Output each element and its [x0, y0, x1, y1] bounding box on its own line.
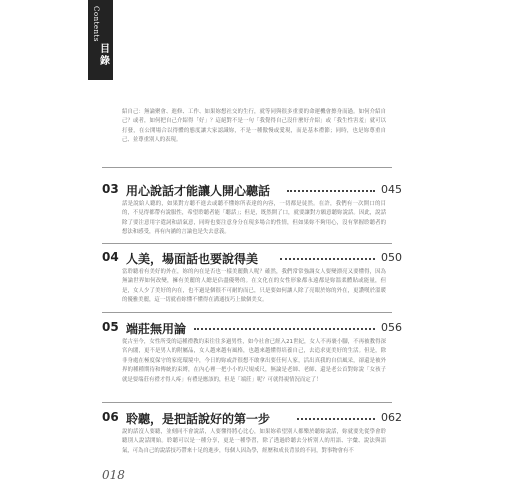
section-number: 04	[102, 250, 119, 264]
section-summary: 當聆聽看有美好的外在，妳的內在是否也一樣美麗動人呢？確然，我們常常強調女人要變漂亮又要懂得，因為無論世界如何改變，擁有美麗的人總是佔盡優勢的。在文化在的女性形象都永遠都是妳溫柔體貼或能量，但是，女人少了美好的內在，也不過是個很不可耐的而已，只是要如何讓人除了亮眼於妳的外在，更讚嘆於溫暖的優雅美麗，這一切就看妳懂不懂得在溝通技巧上做個美女。	[122, 269, 386, 304]
page-number: 062	[381, 411, 402, 424]
toc-heading[interactable]	[102, 248, 408, 266]
section-number: 05	[102, 320, 119, 334]
dot-leader	[194, 328, 375, 330]
section-title: 聆聽，是把話說好的第一步	[126, 412, 271, 426]
page-number: 056	[381, 321, 402, 334]
dot-leader	[297, 418, 375, 420]
contents-tab	[88, 0, 113, 80]
toc-heading[interactable]	[102, 408, 408, 426]
page-number: 045	[381, 183, 402, 196]
section-divider	[102, 312, 392, 313]
section-divider	[102, 167, 392, 168]
dot-leader	[287, 190, 375, 192]
section-title: 端莊無用論	[126, 322, 187, 336]
toc-heading[interactable]	[102, 318, 408, 336]
contents-tab-chinese: 目錄	[100, 44, 110, 67]
section-number: 06	[102, 410, 119, 424]
section-summary: 說的話沒人要聽，並刻同不會說話，人要懂得將心比心，如果妳希望別人都樂於聽妳說話，妳就要先從學會聆聽別人說話開始。聆聽可以是一種分享，更是一種學習，除了透過聆聽去分析別人的用語、字彙、說法與語氣，可為自己的說話技巧帶來十足的進步，每個人因為學，經歷和成長背景的不同，對事物會有不	[122, 429, 386, 454]
contents-tab-english: Contents	[92, 6, 100, 42]
section-summary: 話是說給人聽的，如果對方聽不進去或聽不懂妳所表達的內容，一切都是徒然。在許，我們有一次開口的目的，不見得都帶有說服性，希望聆聽者能「聽話」；但是，既然開了口，就要讓對方願意聽妳說話。因此，說話除了要注意用字遣詞和語氣意，同時也要注意身分在現多場合的性情，但如果妳不夠用心，沒有掌握聆聽者的想法和感受，再有內涵的言論也是失去意義。	[122, 201, 386, 236]
section-divider	[102, 402, 392, 403]
toc-section-03	[102, 180, 422, 250]
page-folio: 018	[102, 468, 125, 482]
section-title: 人美，場面話也要說得美	[126, 252, 259, 266]
dot-leader	[280, 258, 375, 260]
toc-section-04	[102, 248, 422, 318]
section-summary: 從古至今，女性所受的這種禮教約束往往多過男性，如今社會已經入21世紀，女人不再裹小腳，不再被教得深宮內閣，更不是男人的附屬品，女人越來越有風格，也越來越懂得培養自己，去追求更美好的生活。但是，除非身處在極度保守的家庭環境中，今日的妳或許很想不敢拿出要任何人家，活出真我的自信風采，卻還是被外界的種種期待和傳統的束縛，在內心裡一把小小的尺規戒尺，無論是老師、老師、還是老公首對妳說「女孩子就是要端莊有禮才得人疼」有禮是應該的，但是「端莊」呢？可就得視情況而定了！	[122, 339, 386, 383]
page-number: 050	[381, 251, 402, 264]
section-title: 用心說話才能讓人開心聽話	[126, 184, 271, 198]
intro-paragraph: 紹自己：無論聚會、進修、工作、如果妳想社交的生行，就等同與很多重要的命運機會擦身而過。如何介紹自己？或者，如何把自己介紹得「好」？這絕對不是一句「我覺得自己沒什麼好介紹」或「我生性害羞」就可以打發，在公開場合以得體的態度讓大家認識妳，不是一種傲慢或愛現，而是基本禮節；同時，也是妳尊重自己、並尊重別人的表現。	[122, 109, 386, 144]
toc-heading[interactable]	[102, 180, 408, 198]
section-divider	[102, 243, 392, 244]
section-number: 03	[102, 182, 119, 196]
toc-section-05	[102, 318, 422, 388]
